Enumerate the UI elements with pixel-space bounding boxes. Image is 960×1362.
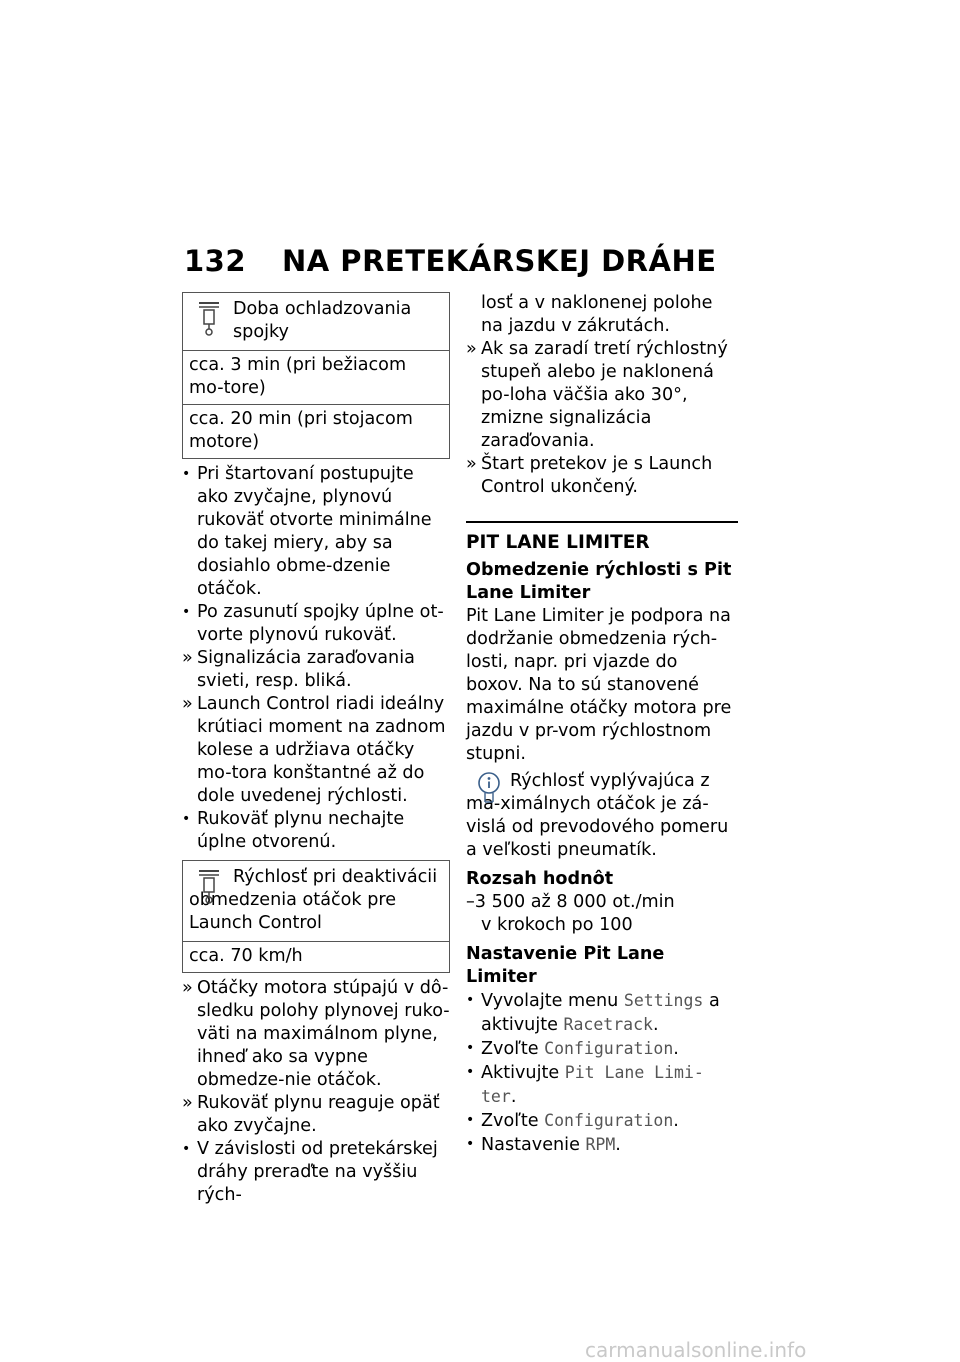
bullet-mark: • — [182, 604, 191, 620]
menu-label: Configuration — [544, 1039, 674, 1058]
info-icon — [476, 772, 502, 813]
result-item — [182, 647, 450, 693]
chapter-title: NA PRETEKÁRSKEJ DRÁHE — [282, 244, 717, 278]
bullet-mark: • — [466, 1136, 475, 1152]
step-text: . — [673, 1111, 679, 1131]
step-text: Zvoľte — [481, 1111, 545, 1131]
item-text: Rukoväť plynu nechajte úplne otvorenú. — [197, 809, 405, 852]
result-mark: » — [466, 339, 477, 359]
note-text: Rýchlosť vyplývajúca z ma-ximálnych otáčok je zá-vislá od prevodového pomeru a veľkosti pneumatík. — [466, 771, 729, 860]
item-text: V závislosti od pretekárskej dráhy preraďte na vyššiu rých- — [197, 1139, 438, 1205]
subheading: Rozsah hodnôt — [466, 869, 614, 889]
step-item — [466, 1061, 738, 1109]
step-text: Aktivujte — [481, 1063, 565, 1083]
paragraph: Pit Lane Limiter je podpora na dodržanie obmedzenia rých-losti, napr. pri vjazde do boxov. Na to sú stanovené maximálne otáčky motora pre jazdu v pr-vom rýchlostnom stupni. — [466, 606, 732, 764]
menu-label: Pit Lane Limi-ter — [481, 1063, 704, 1106]
range-step: v krokoch po 100 — [481, 915, 633, 935]
left-column — [182, 292, 450, 1207]
box-title: Rýchlosť pri deaktivácii obmedzenia otáčok pre Launch Control — [189, 867, 438, 933]
watermark: carmanualsonline.info — [585, 1338, 807, 1362]
list-item — [182, 601, 450, 647]
bullet-mark: • — [182, 466, 191, 482]
box-title: Doba ochladzovania spojky — [233, 299, 412, 342]
result-item — [466, 338, 738, 453]
range-value: –3 500 až 8 000 ot./min — [466, 892, 675, 912]
bullet-mark: • — [466, 992, 475, 1008]
bullet-mark: • — [182, 811, 191, 827]
bullet-mark: • — [182, 1141, 191, 1157]
bullet-mark: • — [466, 1064, 475, 1080]
item-text: Po zasunutí spojky úplne ot-vorte plynovú rukoväť. — [197, 602, 444, 645]
item-text: Otáčky motora stúpajú v dô-sledku polohy plynovej ruko-väti na maximálnom plyne, ihneď ako sa vypne obmedze-nie otáčok. — [197, 978, 450, 1090]
menu-label: Configuration — [544, 1111, 674, 1130]
result-mark: » — [182, 978, 193, 998]
step-text: Zvoľte — [481, 1039, 545, 1059]
box-header — [183, 293, 449, 350]
list-item — [182, 463, 450, 601]
step-text: . — [510, 1087, 517, 1107]
subheading: Obmedzenie rýchlosti s Pit Lane Limiter — [466, 560, 732, 603]
step-item — [466, 1037, 738, 1061]
list-item — [182, 1138, 450, 1207]
page-header — [184, 244, 717, 278]
menu-label: RPM — [585, 1135, 616, 1154]
item-text: Štart pretekov je s Launch Control ukončený. — [481, 454, 713, 497]
clutch-lever-icon — [197, 300, 221, 343]
section-title: PIT LANE LIMITER — [466, 532, 650, 553]
clutch-lever-icon — [197, 868, 221, 911]
list-item — [182, 808, 450, 854]
box-row: cca. 70 km/h — [183, 941, 449, 972]
step-text: a aktivujte — [481, 991, 720, 1035]
result-mark: » — [182, 694, 193, 714]
info-note — [466, 770, 738, 862]
right-column — [466, 292, 738, 1157]
result-item — [466, 453, 738, 499]
item-text: Rukoväť plynu reaguje opäť ako zvyčajne. — [197, 1093, 440, 1136]
item-text: Pri štartovaní postupujte ako zvyčajne, plynovú rukoväť otvorte minimálne do takej miery, aby sa dosiahlo obme-dzenie otáčok. — [197, 464, 432, 599]
step-text: Vyvolajte menu — [481, 991, 624, 1011]
result-mark: » — [182, 648, 193, 668]
result-item — [182, 1092, 450, 1138]
box-row: cca. 20 min (pri stojacom motore) — [183, 404, 449, 458]
result-item — [182, 693, 450, 808]
clutch-cooling-box — [182, 292, 450, 459]
step-text: . — [673, 1039, 679, 1059]
result-item — [182, 977, 450, 1092]
step-item — [466, 989, 738, 1037]
box-header — [183, 861, 449, 941]
subheading: Nastavenie Pit Lane Limiter — [466, 944, 665, 987]
step-text: . — [615, 1135, 621, 1155]
bullet-mark: • — [466, 1040, 475, 1056]
item-text: Ak sa zaradí tretí rýchlostný stupeň alebo je naklonená po-loha väčšia ako 30°, zmizne signalizácia zaraďovania. — [481, 339, 728, 451]
result-mark: » — [466, 454, 477, 474]
step-item — [466, 1133, 738, 1157]
item-text: Signalizácia zaraďovania svieti, resp. bliká. — [197, 648, 415, 691]
bullet-mark: • — [466, 1112, 475, 1128]
menu-label: Settings — [623, 991, 704, 1010]
item-text: Launch Control riadi ideálny krútiaci moment na zadnom kolese a udržiava otáčky mo-tora konštantné až do dole uvedenej rýchlosti. — [197, 694, 446, 806]
continued-text: losť a v naklonenej polohe na jazdu v zákrutách. — [481, 293, 713, 336]
result-mark: » — [182, 1093, 193, 1113]
step-text: Nastavenie — [481, 1135, 586, 1155]
step-item — [466, 1109, 738, 1133]
section-divider — [466, 521, 738, 523]
page-number: 132 — [184, 244, 247, 278]
step-text: . — [652, 1015, 659, 1035]
launch-control-speed-box — [182, 860, 450, 973]
box-row: cca. 3 min (pri bežiacom mo-tore) — [183, 350, 449, 404]
menu-label: Racetrack — [563, 1015, 653, 1034]
